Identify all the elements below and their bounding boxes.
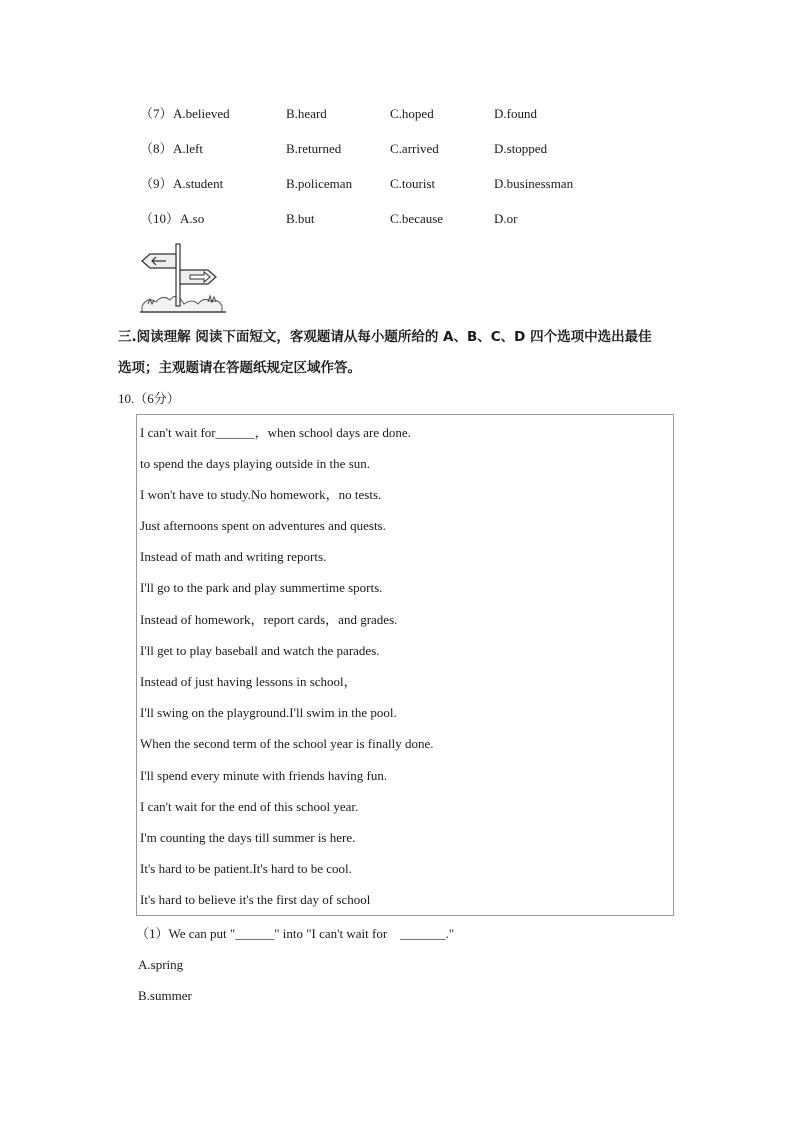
- passage-line: When the second term of the school year is finally done.: [140, 736, 434, 751]
- option-a: A.student: [173, 176, 224, 191]
- passage-line: Instead of just having lessons in school，: [140, 674, 357, 689]
- option-a: A.left: [173, 141, 203, 156]
- option-c: C.because: [390, 211, 444, 226]
- passage-line: Instead of math and writing reports.: [140, 549, 327, 564]
- option-number: （8）: [140, 141, 173, 156]
- passage-line: I'm counting the days till summer is here.: [140, 830, 356, 845]
- option-c: C.tourist: [390, 176, 436, 191]
- section-heading-line2: 选项；主观题请在答题纸规定区域作答。: [118, 360, 361, 376]
- option-a: A.believed: [173, 106, 230, 121]
- passage-box: [136, 414, 674, 916]
- signpost-icon: [138, 240, 228, 316]
- option-b: B.returned: [286, 141, 342, 156]
- passage-line: I'll go to the park and play summertime sports.: [140, 580, 383, 595]
- question-number: 10.（6分）: [118, 391, 180, 406]
- passage-line: Just afternoons spent on adventures and quests.: [140, 518, 386, 533]
- option-c: C.hoped: [390, 106, 434, 121]
- passage-line: I won't have to study.No homework，no tests.: [140, 487, 382, 502]
- passage-line: It's hard to believe it's the first day of school: [140, 892, 371, 907]
- option-b: B.policeman: [286, 176, 353, 191]
- option-b: B.but: [286, 211, 315, 226]
- option-a: A.so: [180, 211, 205, 226]
- option-number: （7）: [140, 106, 173, 121]
- passage-line: Instead of homework，report cards，and grades.: [140, 612, 398, 627]
- section-heading-line1: 三.阅读理解 阅读下面短文，客观题请从每小题所给的 A、B、C、D 四个选项中选出最佳: [118, 329, 652, 345]
- sub-question-stem: （1）We can put "______" into "I can't wait for _______.": [136, 926, 455, 941]
- option-d: D.found: [494, 106, 537, 121]
- passage-line: to spend the days playing outside in the sun.: [140, 456, 371, 471]
- option-d: D.or: [494, 211, 518, 226]
- passage-line: I can't wait for______，when school days are done.: [140, 425, 411, 440]
- passage-line: I can't wait for the end of this school year.: [140, 799, 359, 814]
- option-d: D.stopped: [494, 141, 548, 156]
- choice-a[interactable]: A.spring: [138, 957, 184, 972]
- passage-line: I'll swing on the playground.I'll swim in the pool.: [140, 705, 397, 720]
- passage-line: I'll spend every minute with friends having fun.: [140, 768, 388, 783]
- option-c: C.arrived: [390, 141, 439, 156]
- passage-line: I'll get to play baseball and watch the parades.: [140, 643, 380, 658]
- choice-b[interactable]: B.summer: [138, 988, 192, 1003]
- option-number: （9）: [140, 176, 173, 191]
- option-number: （10）: [140, 211, 180, 226]
- passage-line: It's hard to be patient.It's hard to be cool.: [140, 861, 352, 876]
- option-d: D.businessman: [494, 176, 574, 191]
- option-b: B.heard: [286, 106, 327, 121]
